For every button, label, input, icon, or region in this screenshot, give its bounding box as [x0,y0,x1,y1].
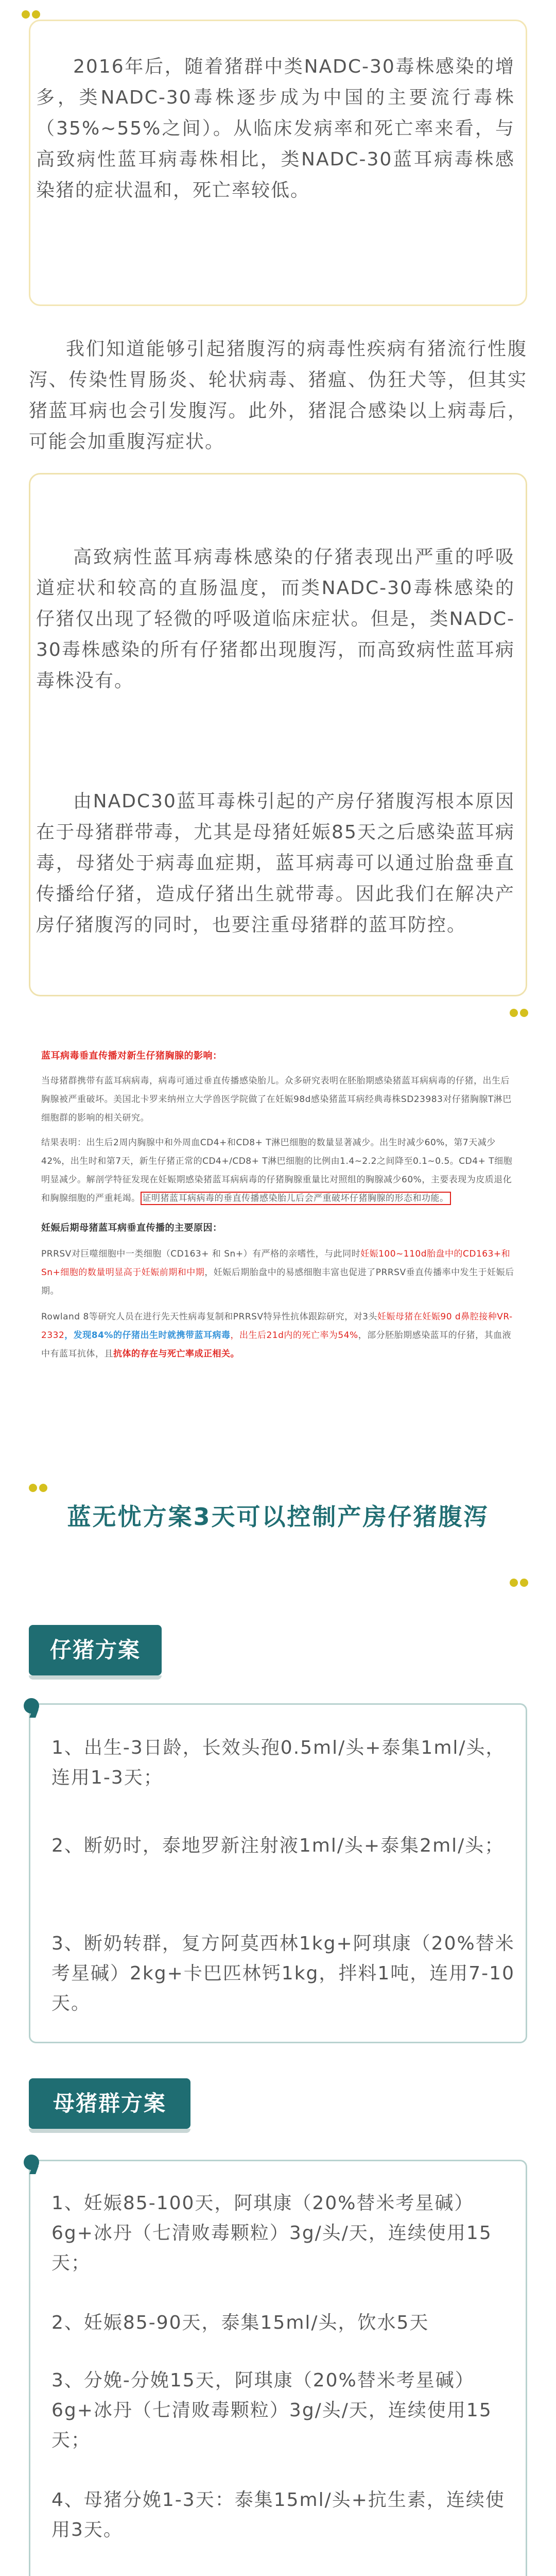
excerpt-paragraph-1: 当母猪群携带有蓝耳病病毒，病毒可通过垂直传播感染胎儿。众多研究表明在胚胎期感染猪蓝耳病病毒的仔猪，出生后胸腺被严重破坏。美国北卡罗来纳州立大学兽医学院做了在妊娠98d感染猪蓝耳病经典毒株SD23983对仔猪胸腺T淋巴细胞群的影响的相关研究。 [41,1076,512,1123]
quote-close-icon [510,1009,530,1026]
pin-icon [24,1698,39,1714]
diarrhea-causes-paragraph: 我们知道能够引起猪腹泻的病毒性疾病有猪流行性腹泻、传染性胃肠炎、轮状病毒、猪瘟、伪狂犬等，但其实猪蓝耳病也会引发腹泻。此外，猪混合感染以上病毒后，可能会加重腹泻症状。 [29,338,527,452]
piglet-item-3: 3、断奶转群，复方阿莫西林1kg+阿琪康（20%替米考星碱）2kg+卡巴匹林钙1kg，拌料1吨，连用7-10天。 [51,1933,515,2014]
intro-text: 2016年后，随着猪群中类NADC-30毒株感染的增多，类NADC-30毒株逐步成为中国的主要流行毒株（35%~55%之间）。从临床发病率和死亡率来看，与高致病性蓝耳病毒株相比，类NADC-30蓝耳病毒株感染猪的症状温和，死亡率较低。 [36,56,515,201]
excerpt-paragraph-4: Rowland 8等研究人员在进行先天性病毒复制和PRRSV特异性抗体跟踪研究，对3头妊娠母猪在妊娠90 d鼻腔接种VR-2332，发现84%的仔猪出生时就携带蓝耳病毒，出生后21d内的死亡率为54%，部分胚胎期感染蓝耳的仔猪，其血液中有蓝耳抗体，且抗体的存在与死亡率成正相关。 [41,1312,513,1359]
sow-item-1: 1、妊娠85-100天，阿琪康（20%替米考星碱）6g+冰丹（七清败毒颗粒）3g/头/天，连续使用15天； [51,2193,492,2274]
sow-carrier-text: 由NADC30蓝耳毒株引起的产房仔猪腹泻根本原因在于母猪群带毒，尤其是母猪妊娠85天之后感染蓝耳病毒，母猪处于病毒血症期，蓝耳病毒可以通过胎盘垂直传播给仔猪，造成仔猪出生就带毒。因此我们在解决产房仔猪腹泻的同时，也要注重母猪群的蓝耳防控。 [36,791,515,936]
research-excerpt [41,1047,515,1363]
piglet-item-1: 1、出生-3日龄，长效头孢0.5ml/头+泰集1ml/头，连用1-3天； [51,1737,506,1788]
heading-quote-close-icon [510,1579,530,1596]
sow-item-3: 3、分娩-分娩15天，阿琪康（20%替米考星碱）6g+冰丹（七清败毒颗粒）3g/头/天，连续使用15天； [51,2370,492,2451]
heading-quote-open-icon [29,1484,49,1501]
piglet-item-2: 2、断奶时，泰地罗新注射液1ml/头+泰集2ml/头； [51,1835,505,1856]
tab-sow-plan: 母猪群方案 [29,2078,190,2129]
sow-item-4: 4、母猪分娩1-3天：泰集15ml/头+抗生素，连续使用3天。 [51,2489,505,2540]
excerpt-paragraph-3: PRRSV对巨噬细胞中一类细胞（CD163+ 和 Sn+）有严格的亲嗜性，与此同时妊娠100~110d胎盘中的CD163+和Sn+细胞的数量明显高于妊娠前期和中期，妊娠后期胎盘中的易感细胞丰富也促进了PRRSV垂直传播率中发生于妊娠后期。 [41,1249,514,1296]
excerpt-title-2: 妊娠后期母猪蓝耳病垂直传播的主要原因： [41,1223,222,1233]
quote-open-icon [22,10,42,28]
excerpt-title: 蓝耳病毒垂直传播对新生仔猪胸腺的影响： [41,1050,222,1061]
pin-icon [24,2155,39,2170]
excerpt-highlight: 证明猪蓝耳病病毒的垂直传播感染胎儿后会严重破坏仔猪胸腺的形态和功能。 [141,1192,451,1205]
strain-comparison-text: 高致病性蓝耳病毒株感染的仔猪表现出严重的呼吸道症状和较高的直肠温度，而类NADC-30毒株感染的仔猪仅出现了轻微的呼吸道临床症状。但是，类NADC-30毒株感染的所有仔猪都出现腹泻，而高致病性蓝耳病毒株没有。 [36,547,515,691]
solution-heading: 蓝无忧方案3天可以控制产房仔猪腹泻 [67,1503,489,1531]
sow-item-2: 2、妊娠85-90天，泰集15ml/头，饮水5天 [51,2312,429,2333]
tab-piglet-plan: 仔猪方案 [29,1625,162,1675]
excerpt-paragraph-2: 结果表明：出生后2周内胸腺中和外周血CD4+和CD8+ T淋巴细胞的数量显著减少。出生时减少60%，第7天减少42%，出生时和第7天，新生仔猪正常的CD4+/CD8+ T淋巴细胞的比例由1.4~2.2之间降至0.1~0.5。CD4+ T细胞明显减少。解剖学特征发现在妊娠期感染猪蓝耳病病毒的仔猪胸腺重量比对照组的胸腺减少60%，主要表现为皮质退化和胸腺细胞的严重耗竭。 证明猪蓝耳病病毒的垂直传播感染胎儿后会严重破坏仔猪胸腺的形态和功能。 [41,1133,515,1208]
